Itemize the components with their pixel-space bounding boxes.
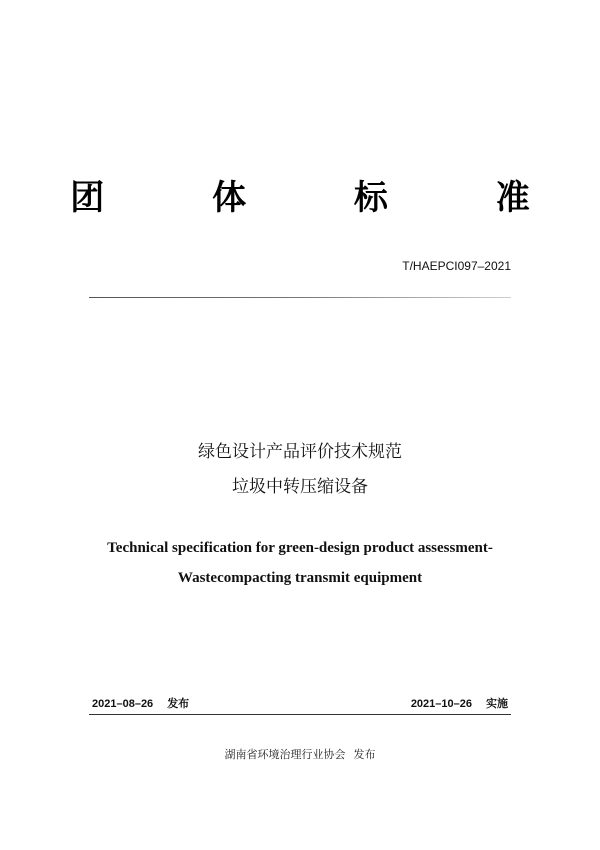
standard-number: T/HAEPCI097–2021 bbox=[402, 259, 511, 273]
english-title-line-2: Wastecompacting transmit equipment bbox=[177, 570, 423, 586]
issuer-line bbox=[0, 748, 600, 762]
document-type-title: 团 体 标 准 bbox=[70, 178, 578, 218]
issuer-name: 湖南省环境治理行业协会 bbox=[224, 748, 346, 761]
implement-label: 实施 bbox=[486, 697, 508, 710]
header-divider bbox=[89, 297, 511, 298]
issuer-action: 发布 bbox=[353, 748, 376, 761]
footer-divider bbox=[89, 714, 511, 715]
chinese-title-line-2: 垃圾中转压缩设备 bbox=[232, 477, 368, 497]
chinese-title-line-1: 绿色设计产品评价技术规范 bbox=[198, 442, 402, 462]
english-title-line-1: Technical specification for green-design product assessment- bbox=[107, 540, 493, 556]
publish-date: 2021–08–26 bbox=[92, 698, 154, 710]
publish-date-block bbox=[92, 697, 189, 711]
implement-date: 2021–10–26 bbox=[410, 698, 472, 710]
publish-label: 发布 bbox=[167, 697, 190, 710]
implement-date-block bbox=[411, 697, 508, 711]
